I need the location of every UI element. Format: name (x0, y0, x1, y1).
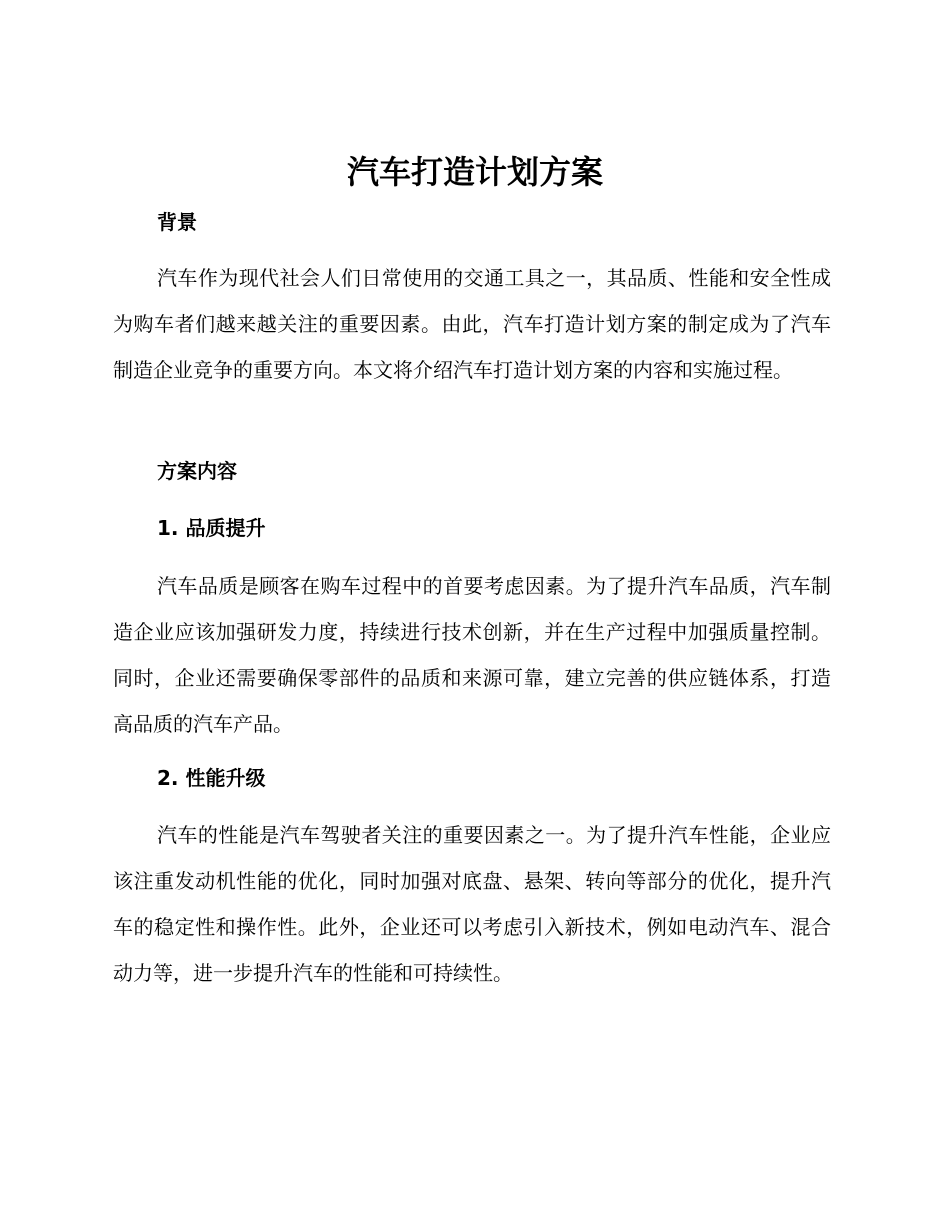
paragraph-background: 汽车作为现代社会人们日常使用的交通工具之一，其品质、性能和安全性成为购车者们越来越关注的重要因素。由此，汽车打造计划方案的制定成为了汽车制造企业竞争的重要方向。本文将介绍汽车打造计划方案的内容和实施过程。 (113, 266, 831, 382)
section-heading-performance: 2. 性能升级 (157, 766, 266, 790)
paragraph-performance: 汽车的性能是汽车驾驶者关注的重要因素之一。为了提升汽车性能，企业应该注重发动机性能的优化，同时加强对底盘、悬架、转向等部分的优化，提升汽车的稳定性和操作性。此外，企业还可以考虑引入新技术，例如电动汽车、混合动力等，进一步提升汽车的性能和可持续性。 (113, 823, 831, 985)
section-heading-background: 背景 (157, 210, 197, 234)
section-heading-plan-content: 方案内容 (157, 459, 237, 483)
paragraph-quality: 汽车品质是顾客在购车过程中的首要考虑因素。为了提升汽车品质，汽车制造企业应该加强研发力度，持续进行技术创新，并在生产过程中加强质量控制。同时，企业还需要确保零部件的品质和来源可靠，建立完善的供应链体系，打造高品质的汽车产品。 (113, 574, 831, 736)
document-title: 汽车打造计划方案 (346, 153, 603, 191)
section-heading-quality: 1. 品质提升 (157, 516, 266, 540)
